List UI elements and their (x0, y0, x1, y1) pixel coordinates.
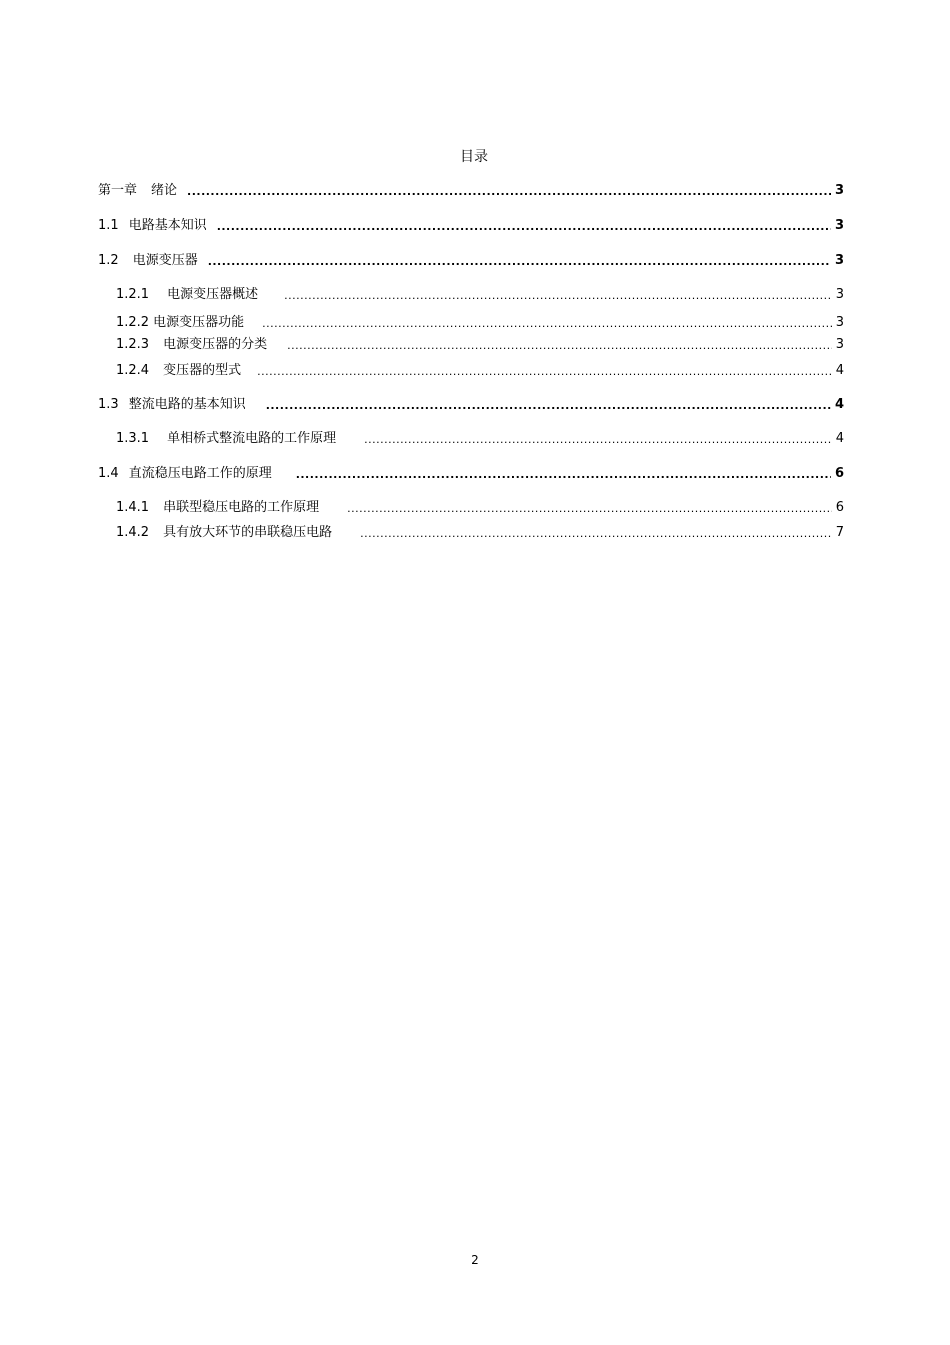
toc-entry-page: 3 (835, 315, 844, 330)
toc-entry-label: 串联型稳压电路的工作原理 (163, 500, 320, 515)
toc-entry-page: 7 (835, 525, 844, 540)
toc-leader-dots (257, 365, 832, 379)
toc-entry-1-2[interactable] (98, 253, 844, 269)
toc-entry-1-4-1[interactable] (116, 500, 844, 516)
toc-entry-number: 1.1 (98, 218, 119, 233)
toc-entry-1-2-3[interactable] (116, 337, 844, 353)
toc-entry-number: 1.2.1 (116, 287, 150, 302)
toc-entry-number: 1.4 (98, 466, 119, 481)
toc-entry-page: 3 (834, 253, 844, 268)
toc-entry-page: 3 (835, 337, 844, 352)
toc-entry-chapter-1[interactable] (98, 183, 844, 199)
toc-entry-number: 1.2.2 (116, 315, 150, 330)
toc-leader-dots (208, 255, 831, 269)
toc-entry-page: 4 (835, 431, 844, 446)
toc-entry-page: 4 (834, 397, 844, 412)
toc-entry-label: 电源变压器的分类 (163, 337, 268, 352)
toc-entry-1-3[interactable] (98, 397, 844, 413)
toc-entry-number: 第一章 (98, 183, 138, 198)
toc-entry-label: 电源变压器功能 (153, 315, 245, 330)
toc-entry-label: 电源变压器 (132, 253, 198, 268)
toc-entry-label: 变压器的型式 (163, 363, 242, 378)
toc-entry-page: 6 (835, 500, 844, 515)
toc-entry-1-4-2[interactable] (116, 525, 844, 541)
toc-entry-page: 4 (835, 363, 844, 378)
toc-leader-dots (266, 399, 831, 413)
toc-entry-label: 直流稳压电路工作的原理 (128, 466, 272, 481)
toc-entry-number: 1.3 (98, 397, 119, 412)
toc-leader-dots (287, 339, 832, 353)
toc-entry-number: 1.2.3 (116, 337, 150, 352)
toc-title: 目录 (460, 149, 488, 165)
toc-entry-label: 整流电路的基本知识 (128, 397, 246, 412)
toc-entry-number: 1.2.4 (116, 363, 150, 378)
toc-leader-dots (187, 185, 831, 199)
toc-entry-label: 绪论 (151, 183, 178, 198)
toc-entry-label: 电路基本知识 (128, 218, 207, 233)
toc-leader-dots (284, 289, 832, 303)
toc-leader-dots (262, 317, 832, 331)
toc-entry-1-3-1[interactable] (116, 431, 844, 447)
toc-entry-label: 电源变压器概述 (167, 287, 259, 302)
toc-leader-dots (217, 220, 831, 234)
toc-leader-dots (296, 468, 831, 482)
toc-entry-label: 具有放大环节的串联稳压电路 (163, 525, 333, 540)
toc-entry-1-1[interactable] (98, 218, 844, 234)
toc-leader-dots (347, 502, 832, 516)
toc-entry-number: 1.4.1 (116, 500, 150, 515)
toc-entry-page: 3 (835, 287, 844, 302)
toc-entry-page: 3 (834, 218, 844, 233)
toc-entry-number: 1.2 (98, 253, 119, 268)
page-number: 2 (471, 1253, 479, 1267)
toc-entry-1-2-1[interactable] (116, 287, 844, 303)
toc-entry-1-2-4[interactable] (116, 363, 844, 379)
toc-entry-1-4[interactable] (98, 466, 844, 482)
toc-leader-dots (360, 527, 832, 541)
toc-entry-page: 6 (834, 466, 844, 481)
toc-entry-number: 1.4.2 (116, 525, 150, 540)
toc-entry-page: 3 (834, 183, 844, 198)
toc-entry-label: 单相桥式整流电路的工作原理 (167, 431, 337, 446)
toc-entry-1-2-2[interactable] (116, 315, 844, 331)
toc-leader-dots (364, 433, 832, 447)
toc-entry-number: 1.3.1 (116, 431, 150, 446)
